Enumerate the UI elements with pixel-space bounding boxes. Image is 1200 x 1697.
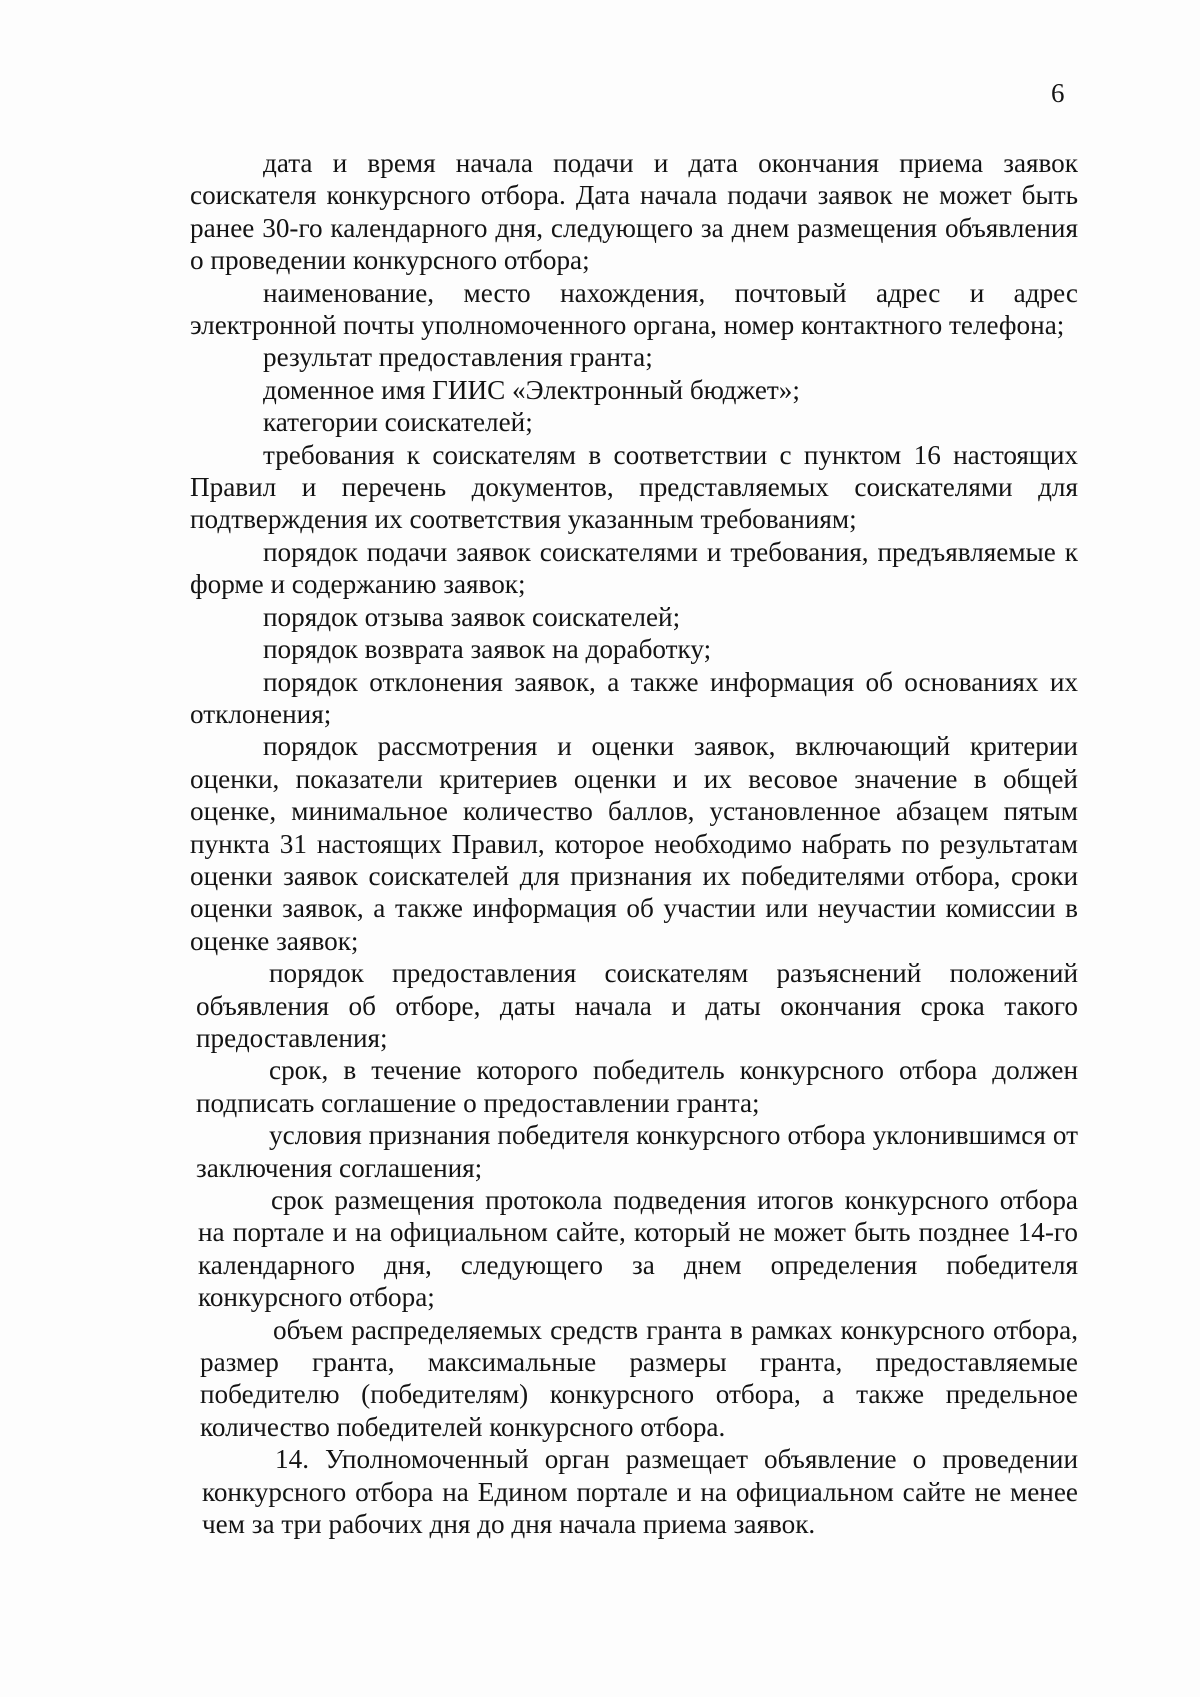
paragraph-agreement-deadline: срок, в течение которого победитель конкурсного отбора должен подписать соглашение о предоставлении гранта; — [196, 1055, 1078, 1118]
paragraph-evasion-conditions: условия признания победителя конкурсного отбора уклонившимся от заключения соглашения; — [196, 1120, 1078, 1183]
paragraph-rejection-procedure: порядок отклонения заявок, а также информация об основаниях их отклонения; — [190, 666, 1078, 729]
paragraph-submission-procedure: порядок подачи заявок соискателями и требования, предъявляемые к форме и содержанию заявок; — [190, 536, 1078, 600]
paragraph-grant-result: результат предоставления гранта; — [263, 342, 653, 373]
paragraph-evaluation-procedure: порядок рассмотрения и оценки заявок, включающий критерии оценки, показатели критериев оценки и их весовое значение в общей оценке, минимальное количество баллов, установленное абзацем пятым пункта 31 настоящих Правил, которое необходимо набрать по результатам оценки заявок соискателей для признания их победителями отбора, сроки оценки заявок, а также информация об участии или неучастии комиссии в оценке заявок; — [190, 731, 1078, 956]
paragraph-authority-contacts: наименование, место нахождения, почтовый адрес и адрес электронной почты уполномоченного органа, номер контактного телефона; — [190, 277, 1078, 341]
paragraph-clarification-procedure: порядок предоставления соискателям разъяснений положений объявления об отборе, даты начала и даты окончания срока такого предоставления; — [196, 958, 1078, 1053]
document-body — [190, 147, 1078, 1540]
paragraph-protocol-publication: срок размещения протокола подведения итогов конкурсного отбора на портале и на официальном сайте, который не может быть позднее 14-го календарного дня, следующего за днем определения победителя конкурсного отбора; — [198, 1185, 1078, 1313]
paragraph-applicant-categories: категории соискателей; — [263, 407, 533, 438]
page-number: 6 — [1051, 78, 1065, 108]
paragraph-withdrawal-procedure: порядок отзыва заявок соискателей; — [263, 601, 681, 632]
paragraph-return-procedure: порядок возврата заявок на доработку; — [263, 634, 712, 665]
paragraph-domain-name: доменное имя ГИИС «Электронный бюджет»; — [263, 374, 800, 405]
paragraph-application-dates: дата и время начала подачи и дата окончания приема заявок соискателя конкурсного отбора. Дата начала подачи заявок не может быть ранее 30-го календарного дня, следующего за днем размещения объявления о проведении конкурсного отбора; — [190, 148, 1078, 276]
paragraph-grant-volume: объем распределяемых средств гранта в рамках конкурсного отбора, размер гранта, максимальные размеры гранта, предоставляемые победителю (победителям) конкурсного отбора, а также предельное количество победителей конкурсного отбора. — [200, 1314, 1078, 1442]
paragraph-applicant-requirements: требования к соискателям в соответствии с пунктом 16 настоящих Правил и перечень документов, представляемых соискателями для подтверждения их соответствия указанным требованиям; — [190, 439, 1078, 535]
paragraph-item-14: 14. Уполномоченный орган размещает объявление о проведении конкурсного отбора на Едином портале и на официальном сайте не менее чем за три рабочих дня до дня начала приема заявок. — [202, 1444, 1078, 1540]
